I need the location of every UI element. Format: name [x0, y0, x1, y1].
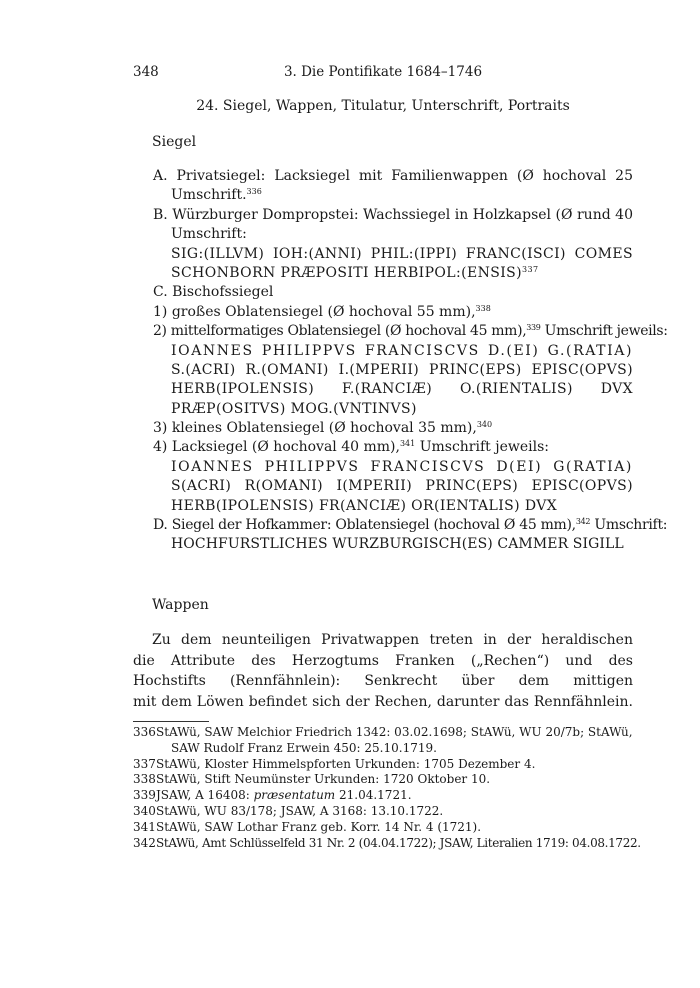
footnote-text: StAWü, Stift Neumünster Urkunden: 1720 Oktober 10. — [156, 772, 491, 787]
italic-term: præsentatum — [253, 788, 336, 803]
seal-line: 3) kleines Oblatensiegel (Ø hochoval 35 mm),$^{340}$ — [153, 420, 493, 437]
footnote — [133, 835, 641, 852]
seal-inscription-line: IOANNES PHILIPPVS FRANCISCVS D.(EI) G.(RATIA) — [171, 342, 633, 359]
seal-line: Umschrift: — [171, 226, 247, 243]
footnote — [133, 772, 633, 788]
footnote — [133, 725, 633, 741]
seal-inscription-line: IOANNES PHILIPPVS FRANCISCVS D(EI) G(RATIA) — [171, 458, 633, 475]
footnote-ref: 339 — [526, 323, 541, 333]
seal-line: 4) Lacksiegel (Ø hochoval 40 mm),$^{341}$ Umschrift jeweils: — [153, 439, 549, 456]
page-number: 348 — [133, 64, 159, 80]
section-title: 24. Siegel, Wappen, Titulatur, Unterschrift, Portraits — [196, 98, 570, 114]
paragraph-line: Hochstifts (Rennfähnlein): Senkrecht über dem mittigen — [133, 673, 633, 689]
footnote — [133, 788, 633, 804]
footnote-number: 339 — [133, 788, 156, 803]
footnote-number: 336 — [133, 725, 156, 739]
footnote-text: StAWü, SAW Lothar Franz geb. Korr. 14 Nr. 4 (1721). — [156, 819, 482, 834]
seal-line: 2) mittelformatiges Oblatensiegel (Ø hochoval 45 mm),$^{339}$ Umschrift jeweils: — [153, 323, 668, 340]
footnote-text: JSAW, A 16408: præsentatum 21.04.1721. — [156, 788, 412, 803]
siegel-heading: Siegel — [152, 134, 197, 150]
seal-inscription-line: HERB(IPOLENSIS) FR(ANCIÆ) OR(IENTALIS) DVX — [171, 497, 558, 514]
seal-inscription-line: SCHONBORN PRÆPOSITI HERBIPOL:(ENSIS)$^{337}$ — [171, 264, 539, 281]
seal-line: D. Siegel der Hofkammer: Oblatensiegel (hochoval Ø 45 mm),$^{342}$ Umschrift: — [153, 517, 668, 534]
seal-line: A. Privatsiegel: Lacksiegel mit Familienwappen (Ø hochoval 25 — [153, 168, 633, 184]
footnote-continuation — [133, 741, 633, 757]
footnote-ref: 336 — [246, 187, 262, 197]
footnote-text: StAWü, Amt Schlüsselfeld 31 Nr. 2 (04.04.1722); JSAW, Literalien 1719: 04.08.1722. — [156, 835, 641, 850]
seal-inscription-line: PRÆP(OSITVS) MOG.(VNTINVS) — [171, 400, 417, 417]
footnote-text: StAWü, WU 83/178; JSAW, A 3168: 13.10.1722. — [156, 803, 444, 818]
paragraph-line: Zu dem neunteiligen Privatwappen treten in der heraldischen — [152, 632, 633, 648]
seal-inscription-line: HERB(IPOLENSIS) F.(RANCIÆ) O.(RIENTALIS) DVX — [171, 381, 633, 398]
footnote-number: 341 — [133, 819, 156, 834]
footnote-ref: 341 — [399, 439, 416, 449]
wappen-paragraph — [133, 630, 633, 712]
seal-line: Umschrift.$^{336}$ — [171, 187, 262, 204]
footnote — [133, 757, 633, 773]
seal-line: 1) großes Oblatensiegel (Ø hochoval 55 mm),$^{338}$ — [153, 303, 491, 320]
seal-inscription-line: S.(ACRI) R.(OMANI) I.(MPERII) PRINC(EPS) EPISC(OPVS) — [171, 361, 633, 378]
footnote-text: SAW Rudolf Franz Erwein 450: 25.10.1719. — [171, 740, 437, 755]
footnote-number: 338 — [133, 772, 156, 787]
running-header — [133, 64, 633, 82]
footnotes — [133, 725, 641, 851]
running-title: 3. Die Pontifikate 1684–1746 — [283, 64, 483, 80]
seal-line: B. Würzburger Dompropstei: Wachssiegel in Holzkapsel (Ø rund 40 — [153, 206, 633, 223]
footnote-text: StAWü, SAW Melchior Friedrich 1342: 03.02.1698; StAWü, WU 20/7b; StAWü, — [156, 725, 633, 739]
footnote-number: 337 — [133, 756, 156, 771]
seal-line: C. Bischofssiegel — [153, 284, 274, 301]
siegel-list — [133, 167, 668, 555]
footnote-number: 340 — [133, 803, 156, 818]
footnote-ref: 337 — [522, 264, 539, 274]
footnote-number: 342 — [133, 835, 156, 850]
footnote — [133, 820, 633, 836]
footnote-text: StAWü, Kloster Himmelspforten Urkunden: 1705 Dezember 4. — [156, 756, 536, 771]
wappen-heading: Wappen — [152, 597, 209, 613]
footnote-ref: 340 — [476, 420, 493, 430]
footnote-ref: 342 — [575, 517, 591, 527]
footnote-ref: 338 — [475, 303, 491, 313]
footnote — [133, 804, 633, 820]
paragraph-line: die Attribute des Herzogtums Franken („Rechen“) und des — [133, 652, 633, 669]
footnote-separator — [133, 721, 209, 722]
seal-inscription-line: SIG:(ILLVM) IOH:(ANNI) PHIL:(IPPI) FRANC(ISCI) COMES — [171, 245, 633, 262]
seal-inscription-line: HOCHFURSTLICHES WURZBURGISCH(ES) CAMMER SIGILL — [171, 536, 624, 553]
paragraph-line: mit dem Löwen befindet sich der Rechen, darunter das Rennfähnlein. — [133, 693, 633, 710]
seal-inscription-line: S(ACRI) R(OMANI) I(MPERII) PRINC(EPS) EPISC(OPVS) — [171, 478, 633, 495]
